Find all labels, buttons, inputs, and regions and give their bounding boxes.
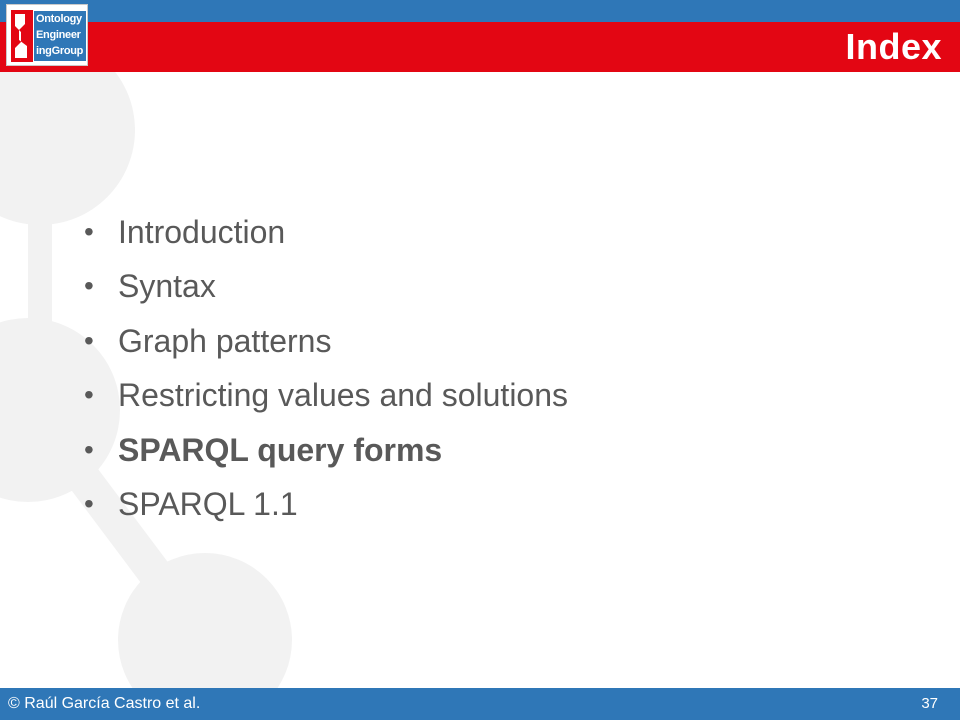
logo-wordmark <box>34 11 86 61</box>
bullet-icon: • <box>84 324 94 356</box>
index-item-label: Introduction <box>118 214 286 250</box>
page-number: 37 <box>921 695 938 712</box>
logo-line: ingGroup <box>36 45 84 57</box>
bullet-icon: • <box>84 270 94 302</box>
logo-line: Engineer <box>36 29 81 41</box>
bullet-icon: • <box>84 487 94 519</box>
bullet-icon: • <box>84 379 94 411</box>
bullet-icon: • <box>84 216 94 247</box>
index-item-label: Graph patterns <box>118 322 332 359</box>
index-item-label: SPARQL 1.1 <box>118 485 298 522</box>
top-band <box>0 0 960 22</box>
organization-logo <box>6 4 88 66</box>
logo-line: Ontology <box>36 13 82 25</box>
footer-bar <box>0 688 960 720</box>
slide-title: Index <box>845 26 942 67</box>
footer-credit: © Raúl García Castro et al. <box>8 695 201 712</box>
bullet-icon: • <box>84 433 94 465</box>
index-item-label: Syntax <box>118 268 216 305</box>
index-item-label: SPARQL query forms <box>118 431 443 468</box>
index-item-label: Restricting values and solutions <box>118 377 569 414</box>
oeg-logo-mark-icon <box>11 10 33 62</box>
title-bar <box>0 22 960 72</box>
